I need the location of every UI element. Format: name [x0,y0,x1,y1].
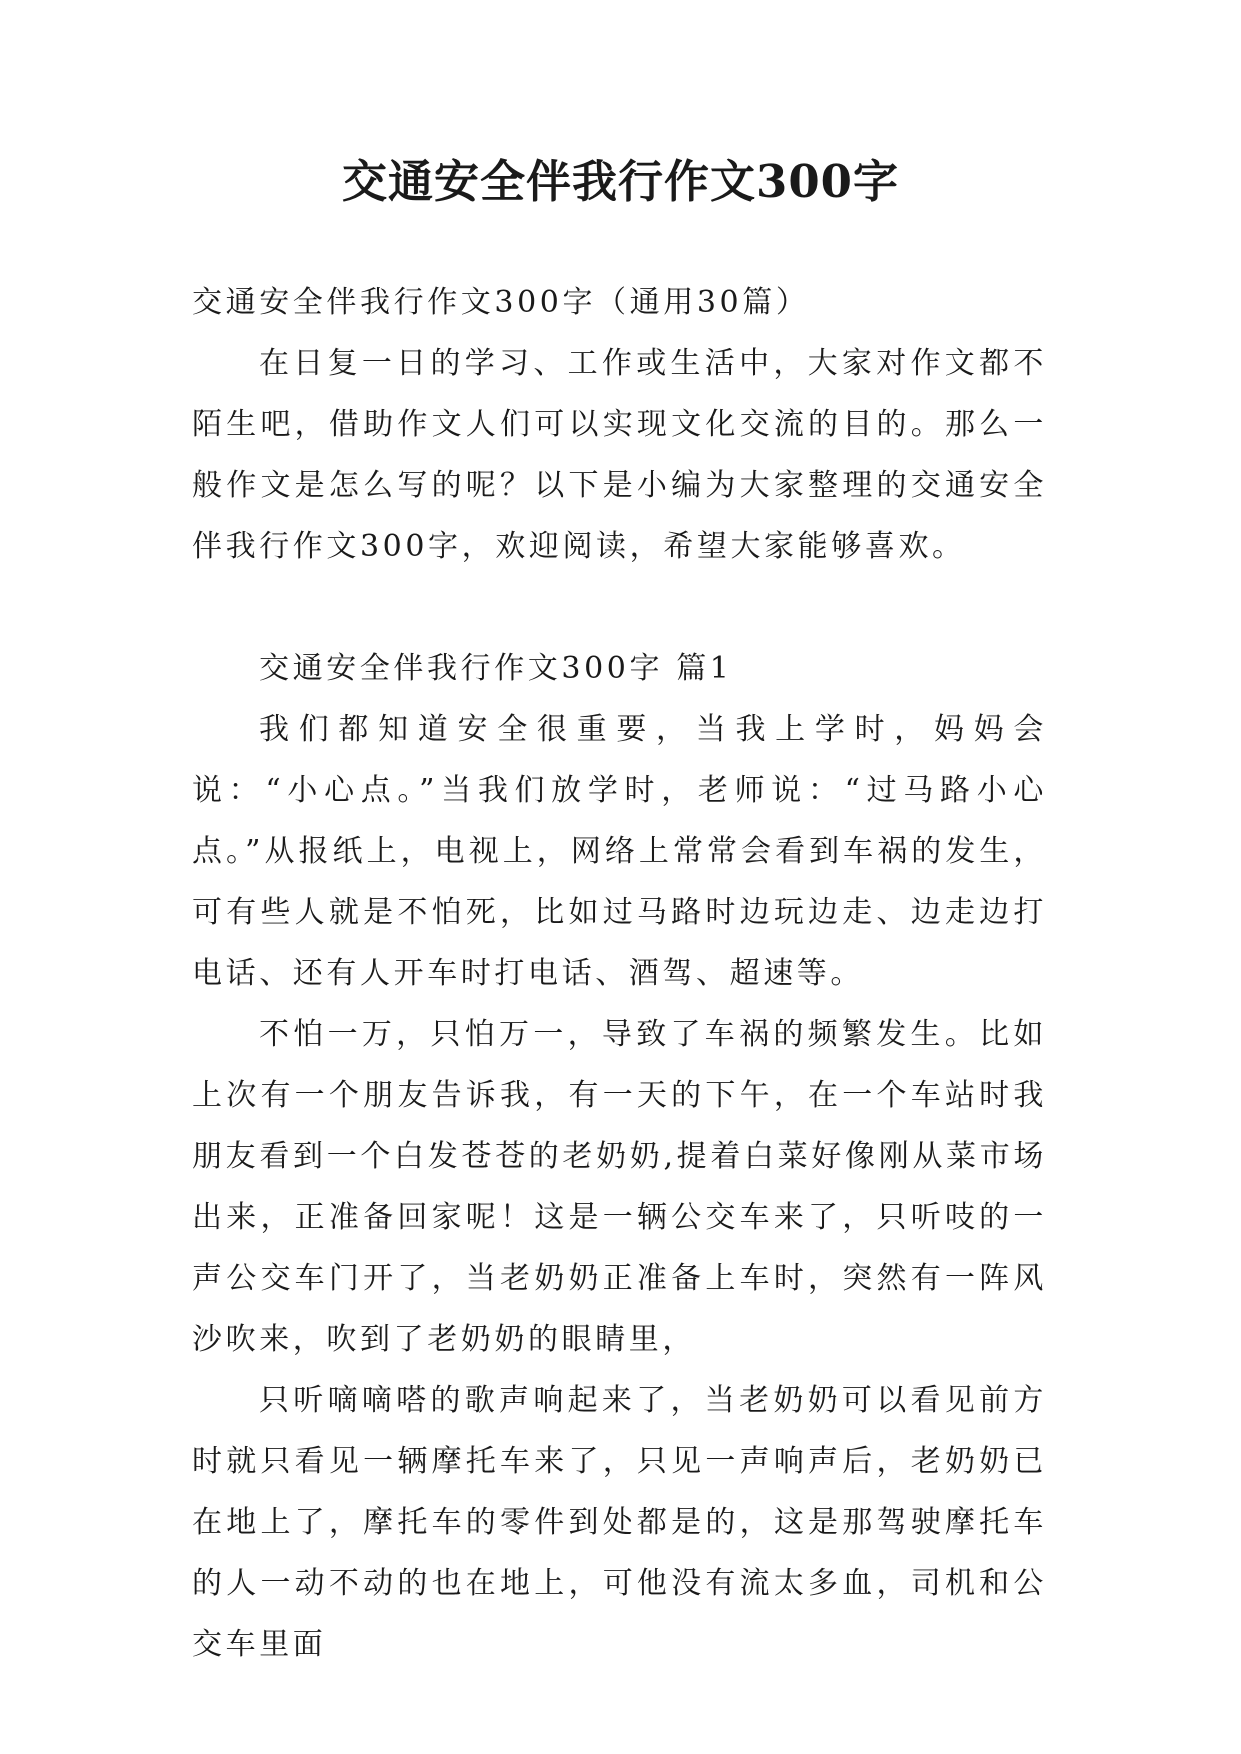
intro-paragraph: 在日复一日的学习、工作或生活中，大家对作文都不陌生吧，借助作文人们可以实现文化交流的目的。那么一般作文是怎么写的呢？以下是小编为大家整理的交通安全伴我行作文300字，欢迎阅读，希望大家能够喜欢。 [192,346,1047,564]
document-body [192,272,1047,1675]
section-heading: 交通安全伴我行作文300字 篇1 [259,651,733,686]
paragraph-spacer [192,577,1047,638]
body-paragraph-3: 只听嘀嘀嗒的歌声响起来了，当老奶奶可以看见前方时就只看见一辆摩托车来了，只见一声响声后，老奶奶已在地上了，摩托车的零件到处都是的，这是那驾驶摩托车的人一动不动的也在地上，可他没有流太多血，司机和公交车里面 [192,1383,1047,1662]
body-paragraph-2: 不怕一万，只怕万一，导致了车祸的频繁发生。比如上次有一个朋友告诉我，有一天的下午，在一个车站时我朋友看到一个白发苍苍的老奶奶,提着白菜好像刚从菜市场出来，正准备回家呢！这是一辆公交车来了，只听吱的一声公交车门开了，当老奶奶正准备上车时，突然有一阵风沙吹来，吹到了老奶奶的眼睛里， [192,1017,1047,1357]
document-subtitle: 交通安全伴我行作文300字（通用30篇） [192,285,810,320]
body-paragraph-1: 我们都知道安全很重要，当我上学时，妈妈会说：“小心点。”当我们放学时，老师说：“过马路小心点。”从报纸上，电视上，网络上常常会看到车祸的发生，可有些人就是不怕死，比如过马路时边玩边走、边走边打电话、还有人开车时打电话、酒驾、超速等。 [192,712,1047,991]
document-title: 交通安全伴我行作文300字 [342,155,899,208]
